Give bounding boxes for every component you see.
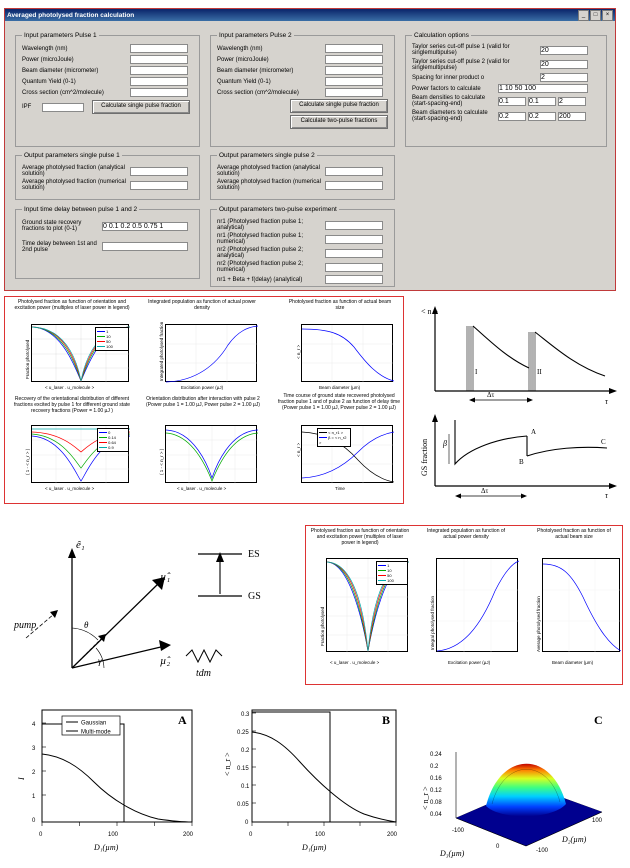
legend-item-0: 0 — [108, 430, 111, 435]
panel-output-two-pulse — [210, 206, 395, 287]
svg-text:II: II — [537, 368, 542, 376]
panel-input-pulse2 — [210, 32, 395, 147]
svg-text:-100: -100 — [452, 828, 465, 834]
output-nr2-analytical — [325, 249, 383, 258]
label-power-1: Power (microJoule) — [22, 56, 74, 63]
input-time-delay[interactable] — [102, 242, 188, 251]
input-power-1[interactable] — [130, 55, 188, 64]
fig2-panel1-xlabel: < u_laser . u_molecule > — [330, 660, 380, 665]
svg-text:µ̂₂: µ̂₂ — [160, 655, 171, 667]
fig2-panel3-axes — [542, 558, 620, 652]
svg-text:GS fraction: GS fraction — [420, 438, 429, 476]
label-out2-numerical: Average photolysed fraction (numerical solution) — [217, 179, 321, 191]
plot-c-panel-label: C — [594, 713, 603, 727]
label-taylor-cutoff-2: Taylor series cut-off pulse 2 (valid for singlemultipulse) — [412, 58, 510, 71]
fig2-panel3-xlabel: Beam diameter (µm) — [552, 660, 594, 665]
label-beam-diameter-2: Beam diameter (micrometer) — [217, 67, 294, 74]
plot-c-zlabel: < n_r > — [421, 786, 430, 810]
svg-text:0: 0 — [249, 832, 253, 838]
panel-title-timedelay: Input time delay between pulse 1 and 2 — [24, 206, 138, 213]
output-nr1-beta-fdelay — [325, 275, 383, 284]
plot-a-xlabel: D₁(µm) — [94, 843, 119, 852]
label-quantum-yield-2: Quantum Yield (0-1) — [217, 78, 271, 85]
plot-b-ylabel: < n_r > — [223, 752, 232, 776]
fig1-panel2-title: Integrated population as function of actual power density — [148, 299, 256, 311]
svg-text:β: β — [443, 439, 447, 448]
kinetics-diagram — [415, 296, 620, 504]
output-nr1-analytical — [325, 221, 383, 230]
panel-output-pulse2 — [210, 152, 395, 200]
label-nr2-numerical: nr2 (Photolysed fraction pulse 2; numerical) — [217, 261, 304, 273]
calculate-single-pulse-fraction-1-button[interactable]: Calculate single pulse fraction — [92, 100, 190, 114]
label-out1-numerical: Average photolysed fraction (numerical solution) — [22, 179, 126, 191]
plot-c-ylabel: D₃(µm) — [440, 849, 465, 858]
input-power-2[interactable] — [325, 55, 383, 64]
fig2-panel2-axes — [436, 558, 518, 652]
svg-text:0: 0 — [39, 832, 43, 838]
fig1-panel1-ylabel: Fraction photolysed — [25, 339, 30, 379]
fig2-panel1-ylabel: Fraction photolysed — [320, 606, 325, 646]
fig1-panel5-axes — [165, 425, 257, 483]
label-power-2: Power (microJoule) — [217, 56, 269, 63]
svg-text:A: A — [531, 428, 537, 436]
calculate-two-pulse-fractions-button[interactable]: Calculate two-pulse fractions — [290, 115, 388, 129]
panel-calculation-options — [405, 32, 607, 147]
svg-text:Δτ: Δτ — [481, 487, 489, 495]
input-quantum-yield-1[interactable] — [130, 77, 188, 86]
label-time-delay: Time delay between 1st and 2nd pulse — [22, 240, 97, 253]
vector-diagram — [10, 518, 300, 688]
label-out1-analytical: Average photolysed fraction (analytical solution) — [22, 165, 125, 177]
fig1-panel6-legend — [317, 428, 351, 447]
panel-title-pulse2: Input parameters Pulse 2 — [219, 32, 292, 39]
svg-text:µ̂₁: µ̂₁ — [160, 571, 171, 583]
label-ipf-1: IPF — [22, 104, 32, 110]
svg-text:I: I — [475, 368, 478, 376]
input-taylor-cutoff-2[interactable]: 20 — [540, 60, 588, 69]
maximize-button[interactable]: □ — [590, 10, 601, 21]
plot-a-panel-label: A — [178, 713, 187, 727]
legend-item-064: 0.64 — [108, 440, 116, 445]
input-ipf-1[interactable] — [42, 103, 84, 112]
tdm-label: tdm — [196, 668, 211, 679]
fig2-panel2-ylabel: Integral photolysed fraction — [430, 595, 435, 650]
panel-input-pulse1 — [15, 32, 200, 147]
pump-label: pump — [14, 620, 37, 631]
legend2-item-1: 1 — [387, 563, 390, 568]
legend2-item-10: 10 — [387, 568, 392, 573]
plot-b — [212, 700, 410, 860]
legend-item-50: 50 — [106, 339, 111, 344]
label-nr2-analytical: nr2 (Photolysed fraction pulse 2; analytical) — [217, 247, 304, 259]
label-nr1-beta-fdelay: nr1 + Beta + f(delay) (analytical) — [217, 276, 303, 283]
fig1-panel2-xlabel: Excitation power (µJ) — [181, 385, 224, 390]
label-power-factors: Power factors to calculate — [412, 85, 481, 92]
figure-block-six-panels — [4, 296, 404, 504]
panel-output-pulse1 — [15, 152, 200, 200]
label-cross-section-2: Cross section (cm^2/molecule) — [217, 89, 299, 96]
input-power-factors[interactable]: 1 10 50 100 — [498, 84, 588, 93]
svg-text:τ: τ — [605, 397, 608, 406]
svg-text:0.2: 0.2 — [241, 748, 250, 754]
svg-text:< n >: < n > — [421, 307, 439, 316]
label-beam-diameters: Beam diameters to calculate (start-spacing-end) — [412, 109, 488, 123]
input-cross-section-1[interactable] — [130, 88, 188, 97]
legend-item-nr1: < n_r1 > — [328, 430, 344, 435]
panel-title-pulse1: Input parameters Pulse 1 — [24, 32, 97, 39]
fig1-panel6-xlabel: Time — [335, 486, 345, 491]
fig1-panel4-ylabel: ( 1 - < n_r > ) — [25, 448, 30, 475]
svg-text:0.1: 0.1 — [241, 784, 250, 790]
legend2-item-50: 50 — [387, 573, 392, 578]
svg-text:4: 4 — [32, 722, 36, 728]
label-beam-densities: Beam densities to calculate (start-spacing-end) — [412, 95, 486, 108]
fig1-panel6-ylabel: < n_r > — [296, 442, 301, 457]
label-out2-analytical: Average photolysed fraction (analytical solution) — [217, 165, 320, 177]
input-beam-diameter-end[interactable]: 200 — [558, 112, 586, 121]
input-cross-section-2[interactable] — [325, 88, 383, 97]
label-cross-section-1: Cross section (cm^2/molecule) — [22, 89, 104, 96]
legend2-item-100: 100 — [387, 578, 394, 583]
svg-text:0.15: 0.15 — [237, 766, 249, 772]
svg-text:100: 100 — [315, 832, 326, 838]
svg-text:Δτ: Δτ — [487, 391, 495, 399]
output-nr2-numerical — [325, 263, 383, 272]
input-beam-diameter-spacing[interactable]: 0.2 — [528, 112, 556, 121]
svg-text:θ: θ — [84, 620, 89, 630]
legend-item-100: 100 — [106, 344, 113, 349]
label-gs-recovery-fractions: Ground state recovery fractions to plot (0-1) — [22, 220, 82, 233]
window-controls[interactable] — [578, 10, 613, 21]
input-beam-diameter-start[interactable]: 0.2 — [498, 112, 526, 121]
plot-a-legend-multimode: Multi-mode — [81, 729, 111, 736]
fig1-panel4-title: Recovery of the orientational distribution of different fractions excited by pulse 1 for different ground state recovery fractions (Power = 1.00 µJ ) — [13, 396, 131, 414]
svg-text:-100: -100 — [536, 848, 549, 854]
svg-text:0.16: 0.16 — [430, 776, 442, 782]
input-wavelength-2[interactable] — [325, 44, 383, 53]
svg-text:0.05: 0.05 — [237, 802, 249, 808]
panel-title-output2: Output parameters single pulse 2 — [219, 152, 315, 159]
fig1-panel5-xlabel: < u_laser . u_molecule > — [177, 486, 227, 491]
svg-text:3: 3 — [32, 746, 36, 752]
svg-text:ê₁: ê₁ — [76, 539, 85, 551]
panel-title-twopulse: Output parameters two-pulse experiment — [219, 206, 337, 213]
label-taylor-cutoff-1: Taylor series cut-off pulse 1 (valid for singlemultipulse) — [412, 44, 510, 57]
fig1-panel3-axes — [301, 324, 393, 382]
svg-text:γ: γ — [98, 656, 102, 666]
fig2-panel3-title: Photolysed fraction as function of actual beam size — [537, 528, 611, 540]
fig1-panel2-ylabel: Integrated photolysed fraction — [159, 321, 164, 381]
fig1-panel5-ylabel: ( 1 - < n_r > ) — [159, 448, 164, 475]
svg-text:τ: τ — [605, 491, 608, 500]
fig1-panel1-legend — [95, 327, 129, 351]
label-wavelength-1: Wavelength (nm) — [22, 45, 68, 52]
svg-text:0: 0 — [245, 820, 249, 826]
input-beam-diameter-1[interactable] — [130, 66, 188, 75]
fig2-panel3-ylabel: Average photolysed fraction — [536, 596, 541, 652]
panel-title-calc-options: Calculation options — [414, 32, 469, 39]
label-nr1-analytical: nr1 (Photolysed fraction pulse 1; analytical) — [217, 219, 304, 231]
legend-item-beta: β = < n_r2 > — [319, 435, 347, 445]
input-taylor-cutoff-1[interactable]: 20 — [540, 46, 588, 55]
fig1-panel6-title: Time course of ground state recovered photolysed fraction pulse 1 and of pulse 2 as function of delay time (Power pulse 1 = 1.00 µJ, Power pulse 2 = 1.00 µJ) — [277, 393, 401, 411]
svg-text:0.2: 0.2 — [430, 764, 439, 770]
window-titlebar — [5, 9, 615, 21]
svg-text:1: 1 — [32, 794, 36, 800]
output-out2-numerical — [325, 181, 383, 190]
application-window — [4, 8, 616, 291]
input-wavelength-1[interactable] — [130, 44, 188, 53]
svg-text:0.04: 0.04 — [430, 812, 442, 818]
svg-text:0.3: 0.3 — [241, 712, 250, 718]
legend-item-09: 0.9 — [108, 445, 114, 450]
svg-text:200: 200 — [387, 832, 398, 838]
plot-c-xlabel: D₂(µm) — [562, 835, 587, 844]
output-out1-analytical — [130, 167, 188, 176]
input-inner-product-spacing[interactable]: 2 — [540, 73, 588, 82]
minimize-button[interactable]: _ — [578, 10, 589, 21]
es-label: ES — [248, 549, 260, 560]
label-wavelength-2: Wavelength (nm) — [217, 45, 263, 52]
output-out1-numerical — [130, 181, 188, 190]
svg-text:100: 100 — [108, 832, 119, 838]
fig2-panel1-title: Photolysed fraction as function of orientation and excitation power (multiples of laser power in legend) — [310, 528, 410, 546]
svg-text:0.24: 0.24 — [430, 752, 442, 758]
fig2-panel1-legend — [376, 561, 408, 585]
fig1-panel2-axes — [165, 324, 257, 382]
fig1-panel3-ylabel: < n_r > — [296, 344, 301, 359]
figure-block-three-panels — [305, 525, 623, 685]
gs-label: GS — [248, 591, 261, 602]
legend-item-10: 10 — [106, 334, 111, 339]
input-gs-recovery-fractions[interactable]: 0 0.1 0.2 0.5 0.75 1 — [102, 222, 188, 231]
svg-text:C: C — [601, 438, 606, 446]
svg-text:0.08: 0.08 — [430, 800, 442, 806]
plot-a-legend-gaussian: Gaussian — [81, 720, 107, 727]
plot-c — [416, 700, 622, 860]
label-beam-diameter-1: Beam diameter (micrometer) — [22, 67, 99, 74]
input-beam-density-spacing[interactable]: 0.1 — [528, 97, 556, 106]
svg-text:B: B — [519, 458, 524, 466]
label-inner-product-spacing: Spacing for inner product o — [412, 74, 485, 81]
input-quantum-yield-2[interactable] — [325, 77, 383, 86]
close-button[interactable]: × — [602, 10, 613, 21]
fig1-panel3-title: Photolysed fraction as function of actual beam size — [288, 299, 392, 311]
fig2-panel2-xlabel: Excitation power (µJ) — [448, 660, 491, 665]
plot-a-ylabel: I — [17, 777, 26, 780]
fig1-panel5-title: Orientation distribution after interaction with pulse 2 (Power pulse 1 = 1.00 µJ, Power pulse 2 = 1.00 µJ) — [146, 396, 260, 408]
svg-text:0: 0 — [32, 818, 36, 824]
svg-text:2: 2 — [32, 770, 36, 776]
svg-text:0.25: 0.25 — [237, 730, 249, 736]
fig1-panel3-xlabel: Beam diameter (µm) — [319, 385, 361, 390]
svg-text:0.12: 0.12 — [430, 788, 442, 794]
plot-b-xlabel: D₁(µm) — [302, 843, 327, 852]
input-beam-diameter-2[interactable] — [325, 66, 383, 75]
label-nr1-numerical: nr1 (Photolysed fraction pulse 1; numerical) — [217, 233, 304, 245]
fig1-panel1-title: Photolysed fraction as function of orientation and excitation power (multiples of laser power in legend) — [14, 299, 130, 311]
input-beam-density-end[interactable]: 2 — [558, 97, 586, 106]
output-out2-analytical — [325, 167, 383, 176]
plot-a — [8, 700, 206, 860]
legend-item-014: 0.14 — [108, 435, 116, 440]
fig1-panel4-xlabel: < u_laser . u_molecule > — [45, 486, 95, 491]
calculate-single-pulse-fraction-2-button[interactable]: Calculate single pulse fraction — [290, 99, 388, 113]
svg-text:0: 0 — [496, 844, 500, 850]
legend-item-1: 1 — [106, 329, 109, 334]
label-quantum-yield-1: Quantum Yield (0-1) — [22, 78, 76, 85]
input-beam-density-start[interactable]: 0.1 — [498, 97, 526, 106]
output-nr1-numerical — [325, 235, 383, 244]
svg-text:100: 100 — [592, 818, 603, 824]
plot-b-panel-label: B — [382, 713, 391, 727]
fig1-panel4-legend — [97, 428, 129, 452]
window-title: Averaged photolysed fraction calculation — [7, 11, 135, 19]
panel-time-delay — [15, 206, 200, 279]
fig2-panel2-title: Integrated population as function of actual power density — [426, 528, 506, 540]
svg-text:200: 200 — [183, 832, 194, 838]
panel-title-output1: Output parameters single pulse 1 — [24, 152, 120, 159]
fig1-panel1-xlabel: < u_laser . u_molecule > — [45, 385, 95, 390]
